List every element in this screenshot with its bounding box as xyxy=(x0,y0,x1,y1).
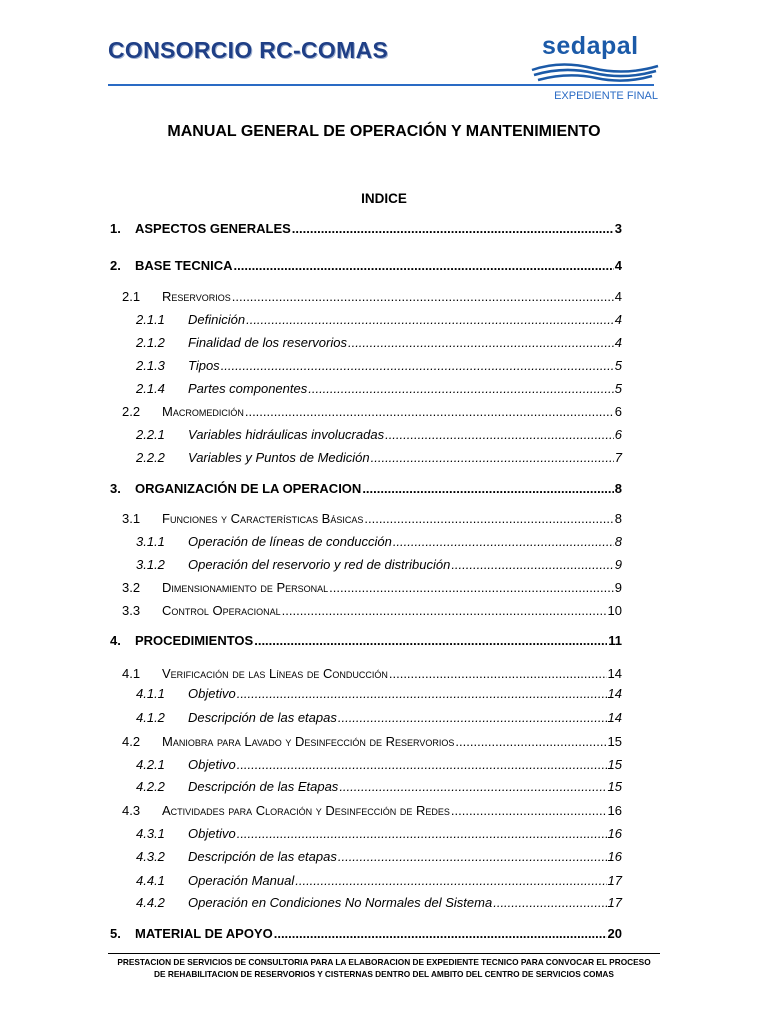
toc-entry[interactable] xyxy=(136,311,622,329)
toc-entry-number: 1. xyxy=(110,221,121,236)
index-heading: INDICE xyxy=(361,191,407,206)
toc-entry-number: 4. xyxy=(110,633,121,648)
toc-entry-number: 3.1.1 xyxy=(136,534,165,549)
toc-entry-label: Control Operacional xyxy=(162,603,281,618)
toc-entry-label: Descripción de las etapas xyxy=(188,710,337,725)
header-subtitle: EXPEDIENTE FINAL xyxy=(554,90,658,102)
toc-entry-number: 4.4.2 xyxy=(136,895,165,910)
toc-entry-label: Actividades para Cloración y Desinfección de Redes xyxy=(162,803,450,818)
toc-leader-dots xyxy=(393,533,614,551)
toc-entry-page: 20 xyxy=(607,926,622,941)
toc-entry-label: Maniobra para Lavado y Desinfección de Reservorios xyxy=(162,734,455,749)
toc-leader-dots xyxy=(451,802,607,820)
toc-entry-page: 14 xyxy=(607,666,622,681)
toc-leader-dots xyxy=(329,579,614,597)
toc-entry-page: 4 xyxy=(614,289,622,304)
toc-entry-page: 5 xyxy=(614,358,622,373)
toc-entry-label: Objetivo xyxy=(188,686,236,701)
toc-entry-label: Verificación de las Líneas de Conducción xyxy=(162,666,388,681)
toc-entry-number: 2.1.2 xyxy=(136,335,165,350)
toc-entry[interactable] xyxy=(110,257,622,275)
toc-entry[interactable] xyxy=(136,426,622,444)
toc-entry[interactable] xyxy=(136,357,622,375)
toc-entry-label: Descripción de las etapas xyxy=(188,849,337,864)
toc-entry-page: 3 xyxy=(614,221,622,236)
toc-leader-dots xyxy=(292,220,614,238)
toc-entry-number: 5. xyxy=(110,926,121,941)
toc-entry-label: Operación de líneas de conducción xyxy=(188,534,392,549)
toc-leader-dots xyxy=(371,449,614,467)
toc-entry[interactable] xyxy=(122,579,622,597)
toc-entry-number: 4.3.1 xyxy=(136,826,165,841)
toc-entry-label: PROCEDIMIENTOS xyxy=(135,633,254,648)
toc-entry-page: 16 xyxy=(607,826,622,841)
toc-entry-page: 7 xyxy=(614,450,622,465)
toc-leader-dots xyxy=(389,665,607,683)
toc-entry-number: 4.3 xyxy=(122,803,141,818)
toc-entry-label: MATERIAL DE APOYO xyxy=(135,926,273,941)
toc-entry-page: 6 xyxy=(614,427,622,442)
toc-entry-number: 4.3.2 xyxy=(136,849,165,864)
toc-entry-number: 4.4.1 xyxy=(136,873,165,888)
toc-entry-page: 4 xyxy=(614,335,622,350)
toc-leader-dots xyxy=(237,685,607,703)
toc-entry-number: 2.1.1 xyxy=(136,312,165,327)
toc-entry-page: 9 xyxy=(614,557,622,572)
toc-entry[interactable] xyxy=(122,733,622,751)
toc-entry[interactable] xyxy=(136,556,622,574)
footer-line-2: DE REHABILITACION DE RESERVORIOS Y CISTERNAS DENTRO DEL AMBITO DEL CENTRO DE SERVICIOS COMAS xyxy=(154,969,614,979)
toc-leader-dots xyxy=(254,632,607,650)
toc-entry-label: Objetivo xyxy=(188,757,236,772)
toc-entry-number: 3.3 xyxy=(122,603,141,618)
toc-entry-page: 8 xyxy=(614,481,622,496)
toc-entry-label: Variables y Puntos de Medición xyxy=(188,450,370,465)
toc-entry[interactable] xyxy=(122,602,622,620)
toc-entry-number: 4.1.1 xyxy=(136,686,165,701)
toc-entry[interactable] xyxy=(136,848,622,866)
toc-leader-dots xyxy=(232,288,614,306)
toc-leader-dots xyxy=(221,357,614,375)
toc-entry[interactable] xyxy=(136,756,622,774)
logo-wordmark: sedapal xyxy=(542,32,639,60)
toc-entry-label: Variables hidráulicas involucradas xyxy=(188,427,385,442)
sedapal-logo xyxy=(530,32,670,84)
toc-leader-dots xyxy=(274,925,607,943)
toc-entry-label: Definición xyxy=(188,312,246,327)
toc-entry[interactable] xyxy=(110,632,622,650)
toc-leader-dots xyxy=(362,480,613,498)
toc-entry-page: 8 xyxy=(614,534,622,549)
toc-entry-label: Descripción de las Etapas xyxy=(188,779,339,794)
toc-entry-number: 3. xyxy=(110,481,121,496)
toc-entry-label: Tipos xyxy=(188,358,220,373)
toc-entry-page: 15 xyxy=(607,734,622,749)
toc-entry[interactable] xyxy=(136,685,622,703)
toc-entry-number: 3.2 xyxy=(122,580,141,595)
toc-leader-dots xyxy=(338,709,607,727)
toc-entry-number: 4.2.1 xyxy=(136,757,165,772)
toc-entry-page: 17 xyxy=(607,873,622,888)
toc-entry-number: 2.2 xyxy=(122,404,141,419)
toc-entry-page: 11 xyxy=(608,633,622,648)
toc-entry-label: Objetivo xyxy=(188,826,236,841)
toc-entry-page: 16 xyxy=(607,849,622,864)
toc-entry[interactable] xyxy=(122,665,622,683)
toc-entry-label: BASE TECNICA xyxy=(135,258,233,273)
footer-divider xyxy=(108,953,660,954)
toc-leader-dots xyxy=(348,334,614,352)
toc-leader-dots xyxy=(237,756,607,774)
toc-entry-label: Operación del reservorio y red de distribución xyxy=(188,557,451,572)
toc-entry-label: Funciones y Características Básicas xyxy=(162,511,364,526)
toc-entry-label: Finalidad de los reservorios xyxy=(188,335,347,350)
toc-entry[interactable] xyxy=(122,802,622,820)
toc-leader-dots xyxy=(234,257,614,275)
toc-entry-page: 15 xyxy=(607,757,622,772)
toc-entry-number: 4.2 xyxy=(122,734,141,749)
document-title: MANUAL GENERAL DE OPERACIÓN Y MANTENIMIENTO xyxy=(167,123,601,140)
consortium-title: CONSORCIO RC-COMAS xyxy=(108,37,389,63)
toc-entry-number: 3.1 xyxy=(122,511,141,526)
toc-entry-page: 5 xyxy=(614,381,622,396)
toc-entry[interactable] xyxy=(110,220,622,238)
toc-entry-page: 16 xyxy=(607,803,622,818)
toc-entry-number: 2. xyxy=(110,258,121,273)
toc-entry-page: 4 xyxy=(614,258,622,273)
toc-entry-page: 17 xyxy=(607,895,622,910)
toc-entry[interactable] xyxy=(110,925,622,943)
toc-leader-dots xyxy=(282,602,607,620)
toc-entry[interactable] xyxy=(136,778,622,796)
toc-entry[interactable] xyxy=(136,825,622,843)
toc-entry-page: 9 xyxy=(614,580,622,595)
toc-entry-label: Macromedición xyxy=(162,404,244,419)
toc-entry[interactable] xyxy=(136,533,622,551)
toc-entry-page: 8 xyxy=(614,511,622,526)
toc-leader-dots xyxy=(246,311,614,329)
toc-leader-dots xyxy=(338,848,607,866)
toc-leader-dots xyxy=(308,380,614,398)
toc-entry-page: 4 xyxy=(614,312,622,327)
toc-entry[interactable] xyxy=(136,709,622,727)
toc-entry-label: Operación Manual xyxy=(188,873,295,888)
toc-entry[interactable] xyxy=(122,510,622,528)
toc-leader-dots xyxy=(245,403,614,421)
toc-entry-number: 2.1.3 xyxy=(136,358,165,373)
toc-leader-dots xyxy=(493,894,606,912)
toc-entry-label: ORGANIZACIÓN DE LA OPERACION xyxy=(135,481,362,496)
toc-entry-page: 10 xyxy=(607,603,622,618)
toc-entry-number: 2.1 xyxy=(122,289,141,304)
toc-entry[interactable] xyxy=(136,380,622,398)
toc-entry-page: 15 xyxy=(607,779,622,794)
toc-leader-dots xyxy=(455,733,606,751)
toc-leader-dots xyxy=(237,825,607,843)
toc-entry-label: Reservorios xyxy=(162,289,231,304)
header-divider xyxy=(108,84,654,86)
toc-entry-label: ASPECTOS GENERALES xyxy=(135,221,291,236)
toc-entry-page: 6 xyxy=(614,404,622,419)
toc-entry-label: Dimensionamiento de Personal xyxy=(162,580,329,595)
toc-entry-number: 4.2.2 xyxy=(136,779,165,794)
toc-entry[interactable] xyxy=(110,480,622,498)
toc-entry-number: 3.1.2 xyxy=(136,557,165,572)
toc-entry[interactable] xyxy=(122,288,622,306)
footer-text xyxy=(100,956,668,980)
toc-leader-dots xyxy=(339,778,606,796)
toc-entry-number: 4.1 xyxy=(122,666,141,681)
toc-entry-number: 4.1.2 xyxy=(136,710,165,725)
toc-entry-page: 14 xyxy=(607,710,622,725)
toc-entry-label: Operación en Condiciones No Normales del Sistema xyxy=(188,895,493,910)
toc-entry-label: Partes componentes xyxy=(188,381,308,396)
toc-entry[interactable] xyxy=(136,449,622,467)
toc-leader-dots xyxy=(295,872,606,890)
toc-leader-dots xyxy=(364,510,613,528)
toc-entry[interactable] xyxy=(122,403,622,421)
toc-entry[interactable] xyxy=(136,894,622,912)
toc-leader-dots xyxy=(451,556,613,574)
toc-entry[interactable] xyxy=(136,334,622,352)
footer-line-1: PRESTACION DE SERVICIOS DE CONSULTORIA PARA LA ELABORACION DE EXPEDIENTE TECNICO PARA CONVOCAR EL PROCESO xyxy=(117,957,651,967)
toc-entry-number: 2.2.1 xyxy=(136,427,165,442)
toc-entry-number: 2.2.2 xyxy=(136,450,165,465)
toc-entry-page: 14 xyxy=(607,686,622,701)
toc-entry[interactable] xyxy=(136,872,622,890)
toc-leader-dots xyxy=(385,426,614,444)
toc-entry-number: 2.1.4 xyxy=(136,381,165,396)
wave-icon xyxy=(530,60,660,84)
